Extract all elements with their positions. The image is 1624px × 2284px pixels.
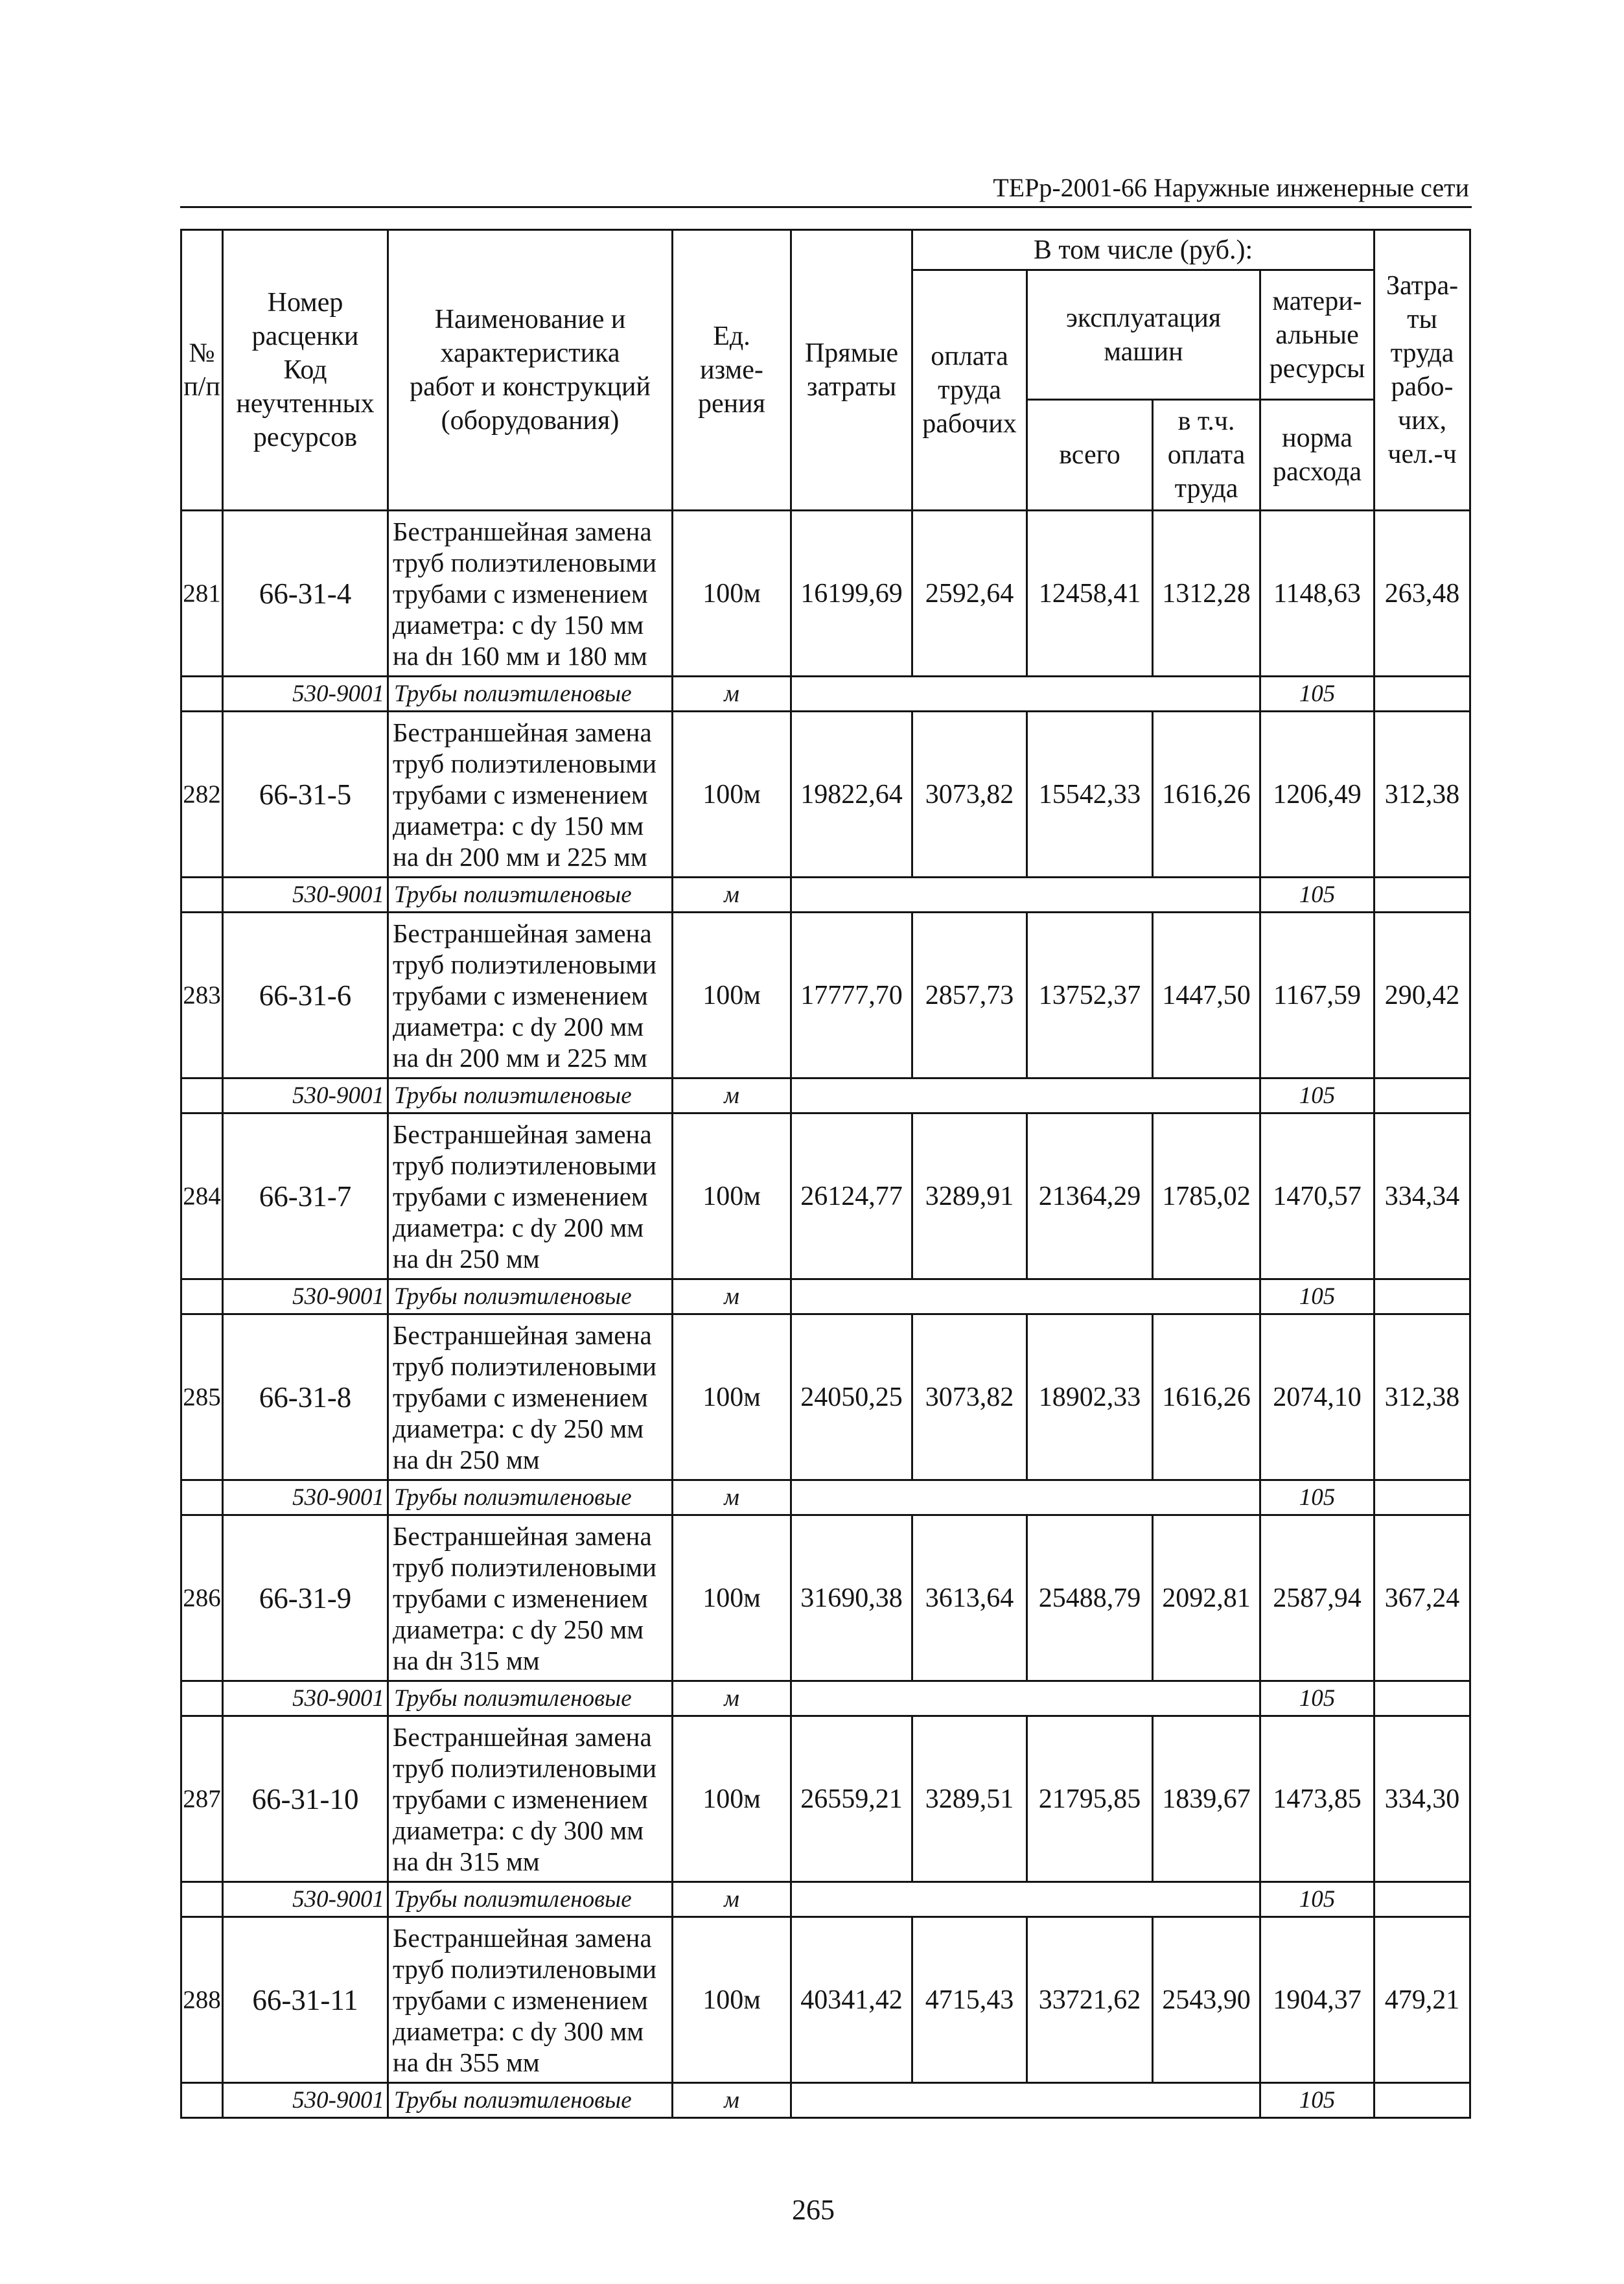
resource-hours-cell: [1375, 1279, 1470, 1314]
resource-name: Трубы полиэтиленовые: [388, 1279, 673, 1314]
row-number: 286: [181, 1515, 223, 1681]
resource-name: Трубы полиэтиленовые: [388, 677, 673, 712]
labor-pay: 3073,82: [912, 1314, 1027, 1480]
machine-operation-total: 18902,33: [1027, 1314, 1153, 1480]
rate-code: 66-31-8: [223, 1314, 388, 1480]
resource-row: [181, 1882, 1470, 1917]
machine-labor-pay: 1616,26: [1153, 712, 1260, 878]
header-machine-operation: эксплуатация машин: [1027, 270, 1260, 400]
rate-row: [181, 1716, 1470, 1882]
direct-costs: 26124,77: [791, 1113, 912, 1279]
rate-row: [181, 1515, 1470, 1681]
resource-row: [181, 1681, 1470, 1716]
direct-costs: 24050,25: [791, 1314, 912, 1480]
resource-hours-cell: [1375, 1480, 1470, 1515]
machine-operation-total: 21795,85: [1027, 1716, 1153, 1882]
work-description: Бестраншейная замена труб полиэтиленовыми трубами с изменением диаметра: с dy 200 мм на dн 200 мм и 225 мм: [388, 913, 673, 1078]
direct-costs: 16199,69: [791, 511, 912, 677]
rate-row: [181, 511, 1470, 677]
labor-pay: 4715,43: [912, 1917, 1027, 2083]
work-description: Бестраншейная замена труб полиэтиленовыми трубами с изменением диаметра: с dy 250 мм на dн 315 мм: [388, 1515, 673, 1681]
resource-costs-cell: [791, 1480, 1260, 1515]
rate-row: [181, 1113, 1470, 1279]
resource-code: 530-9001: [223, 1078, 388, 1113]
materials-cost: 2074,10: [1260, 1314, 1375, 1480]
machine-labor-pay: 1447,50: [1153, 913, 1260, 1078]
direct-costs: 40341,42: [791, 1917, 912, 2083]
resource-number-cell: [181, 2083, 223, 2118]
rate-row: [181, 913, 1470, 1078]
machine-operation-total: 33721,62: [1027, 1917, 1153, 2083]
row-number: 287: [181, 1716, 223, 1882]
unit-of-measure: 100м: [673, 1515, 791, 1681]
labor-hours: 290,42: [1375, 913, 1470, 1078]
resource-norm: 105: [1260, 2083, 1375, 2118]
resource-unit: м: [673, 1882, 791, 1917]
page-number: 265: [792, 2194, 835, 2226]
labor-hours: 479,21: [1375, 1917, 1470, 2083]
header-direct-costs: Прямые затраты: [791, 230, 912, 511]
header-rule: [180, 206, 1472, 208]
resource-norm: 105: [1260, 1279, 1375, 1314]
work-description: Бестраншейная замена труб полиэтиленовыми трубами с изменением диаметра: с dy 150 мм на dн 200 мм и 225 мм: [388, 712, 673, 878]
materials-cost: 1470,57: [1260, 1113, 1375, 1279]
rate-code: 66-31-5: [223, 712, 388, 878]
resource-number-cell: [181, 878, 223, 913]
work-description: Бестраншейная замена труб полиэтиленовыми трубами с изменением диаметра: с dy 150 мм на dн 160 мм и 180 мм: [388, 511, 673, 677]
labor-hours: 312,38: [1375, 1314, 1470, 1480]
rate-code: 66-31-7: [223, 1113, 388, 1279]
machine-operation-total: 12458,41: [1027, 511, 1153, 677]
work-description: Бестраншейная замена труб полиэтиленовыми трубами с изменением диаметра: с dy 300 мм на dн 315 мм: [388, 1716, 673, 1882]
row-number: 284: [181, 1113, 223, 1279]
rate-row: [181, 1917, 1470, 2083]
row-number: 283: [181, 913, 223, 1078]
header-materials-norm: норма расхода: [1260, 400, 1375, 511]
resource-number-cell: [181, 1078, 223, 1113]
resource-unit: м: [673, 2083, 791, 2118]
row-number: 288: [181, 1917, 223, 2083]
resource-name: Трубы полиэтиленовые: [388, 1078, 673, 1113]
resource-number-cell: [181, 1681, 223, 1716]
labor-pay: 3289,51: [912, 1716, 1027, 1882]
resource-unit: м: [673, 1078, 791, 1113]
resource-number-cell: [181, 677, 223, 712]
resource-costs-cell: [791, 1078, 1260, 1113]
resource-name: Трубы полиэтиленовые: [388, 1681, 673, 1716]
resource-code: 530-9001: [223, 878, 388, 913]
machine-labor-pay: 2543,90: [1153, 1917, 1260, 2083]
resource-unit: м: [673, 677, 791, 712]
work-description: Бестраншейная замена труб полиэтиленовыми трубами с изменением диаметра: с dy 200 мм на dн 250 мм: [388, 1113, 673, 1279]
header-labor-pay: оплата труда рабочих: [912, 270, 1027, 511]
unit-of-measure: 100м: [673, 1113, 791, 1279]
row-number: 281: [181, 511, 223, 677]
resource-hours-cell: [1375, 1882, 1470, 1917]
materials-cost: 1148,63: [1260, 511, 1375, 677]
resource-name: Трубы полиэтиленовые: [388, 878, 673, 913]
materials-cost: 1206,49: [1260, 712, 1375, 878]
machine-operation-total: 13752,37: [1027, 913, 1153, 1078]
header-unit: Ед. изме- рения: [673, 230, 791, 511]
header-materials: матери- альные ресурсы: [1260, 270, 1375, 400]
running-head: ТЕРр-2001-66 Наружные инженерные сети: [993, 173, 1469, 202]
labor-hours: 367,24: [1375, 1515, 1470, 1681]
resource-unit: м: [673, 878, 791, 913]
resource-row: [181, 677, 1470, 712]
table-header: [181, 230, 1470, 511]
header-rate-code: Номер расценки Код неучтенных ресурсов: [223, 230, 388, 511]
machine-labor-pay: 1839,67: [1153, 1716, 1260, 1882]
resource-norm: 105: [1260, 1681, 1375, 1716]
resource-norm: 105: [1260, 878, 1375, 913]
resource-costs-cell: [791, 2083, 1260, 2118]
unit-of-measure: 100м: [673, 712, 791, 878]
machine-labor-pay: 1312,28: [1153, 511, 1260, 677]
resource-hours-cell: [1375, 2083, 1470, 2118]
resource-name: Трубы полиэтиленовые: [388, 1480, 673, 1515]
resource-code: 530-9001: [223, 1480, 388, 1515]
resource-costs-cell: [791, 1279, 1260, 1314]
machine-operation-total: 21364,29: [1027, 1113, 1153, 1279]
resource-unit: м: [673, 1681, 791, 1716]
resource-hours-cell: [1375, 677, 1470, 712]
resource-hours-cell: [1375, 878, 1470, 913]
machine-labor-pay: 1785,02: [1153, 1113, 1260, 1279]
labor-pay: 2857,73: [912, 913, 1027, 1078]
resource-costs-cell: [791, 878, 1260, 913]
resource-costs-cell: [791, 1681, 1260, 1716]
materials-cost: 1904,37: [1260, 1917, 1375, 2083]
resource-code: 530-9001: [223, 677, 388, 712]
resource-costs-cell: [791, 1882, 1260, 1917]
resource-costs-cell: [791, 677, 1260, 712]
machine-operation-total: 25488,79: [1027, 1515, 1153, 1681]
rate-code: 66-31-6: [223, 913, 388, 1078]
direct-costs: 17777,70: [791, 913, 912, 1078]
labor-hours: 263,48: [1375, 511, 1470, 677]
unit-of-measure: 100м: [673, 1716, 791, 1882]
unit-of-measure: 100м: [673, 511, 791, 677]
row-number: 285: [181, 1314, 223, 1480]
table-body: [181, 511, 1470, 2118]
resource-hours-cell: [1375, 1078, 1470, 1113]
labor-pay: 3073,82: [912, 712, 1027, 878]
resource-code: 530-9001: [223, 1279, 388, 1314]
unit-of-measure: 100м: [673, 1917, 791, 2083]
labor-hours: 334,30: [1375, 1716, 1470, 1882]
unit-of-measure: 100м: [673, 913, 791, 1078]
resource-name: Трубы полиэтиленовые: [388, 2083, 673, 2118]
resource-row: [181, 1279, 1470, 1314]
resource-row: [181, 1078, 1470, 1113]
direct-costs: 19822,64: [791, 712, 912, 878]
rate-code: 66-31-11: [223, 1917, 388, 2083]
materials-cost: 1167,59: [1260, 913, 1375, 1078]
resource-norm: 105: [1260, 1480, 1375, 1515]
resource-row: [181, 1480, 1470, 1515]
resource-number-cell: [181, 1279, 223, 1314]
resource-unit: м: [673, 1480, 791, 1515]
header-row-number: № п/п: [181, 230, 223, 511]
resource-number-cell: [181, 1480, 223, 1515]
unit-of-measure: 100м: [673, 1314, 791, 1480]
resource-row: [181, 878, 1470, 913]
machine-labor-pay: 2092,81: [1153, 1515, 1260, 1681]
header-machine-total: всего: [1027, 400, 1153, 511]
labor-hours: 312,38: [1375, 712, 1470, 878]
resource-hours-cell: [1375, 1681, 1470, 1716]
work-description: Бестраншейная замена труб полиэтиленовыми трубами с изменением диаметра: с dy 250 мм на dн 250 мм: [388, 1314, 673, 1480]
work-description: Бестраншейная замена труб полиэтиленовыми трубами с изменением диаметра: с dy 300 мм на dн 355 мм: [388, 1917, 673, 2083]
labor-pay: 3289,91: [912, 1113, 1027, 1279]
rate-row: [181, 712, 1470, 878]
rate-code: 66-31-4: [223, 511, 388, 677]
resource-unit: м: [673, 1279, 791, 1314]
materials-cost: 2587,94: [1260, 1515, 1375, 1681]
labor-hours: 334,34: [1375, 1113, 1470, 1279]
resource-norm: 105: [1260, 677, 1375, 712]
resource-norm: 105: [1260, 1078, 1375, 1113]
row-number: 282: [181, 712, 223, 878]
labor-pay: 3613,64: [912, 1515, 1027, 1681]
machine-labor-pay: 1616,26: [1153, 1314, 1260, 1480]
labor-pay: 2592,64: [912, 511, 1027, 677]
resource-code: 530-9001: [223, 2083, 388, 2118]
materials-cost: 1473,85: [1260, 1716, 1375, 1882]
rate-row: [181, 1314, 1470, 1480]
resource-row: [181, 2083, 1470, 2118]
header-work-name: Наименование и характеристика работ и конструкций (оборудования): [388, 230, 673, 511]
rate-code: 66-31-10: [223, 1716, 388, 1882]
rates-table: [180, 229, 1471, 2119]
resource-code: 530-9001: [223, 1681, 388, 1716]
rate-code: 66-31-9: [223, 1515, 388, 1681]
resource-number-cell: [181, 1882, 223, 1917]
header-labor-hours: Затра- ты труда рабо- чих, чел.-ч: [1375, 230, 1470, 511]
resource-norm: 105: [1260, 1882, 1375, 1917]
resource-code: 530-9001: [223, 1882, 388, 1917]
direct-costs: 26559,21: [791, 1716, 912, 1882]
machine-operation-total: 15542,33: [1027, 712, 1153, 878]
direct-costs: 31690,38: [791, 1515, 912, 1681]
header-including: В том числе (руб.):: [912, 230, 1375, 270]
header-machine-labor-pay: в т.ч. оплата труда: [1153, 400, 1260, 511]
resource-name: Трубы полиэтиленовые: [388, 1882, 673, 1917]
